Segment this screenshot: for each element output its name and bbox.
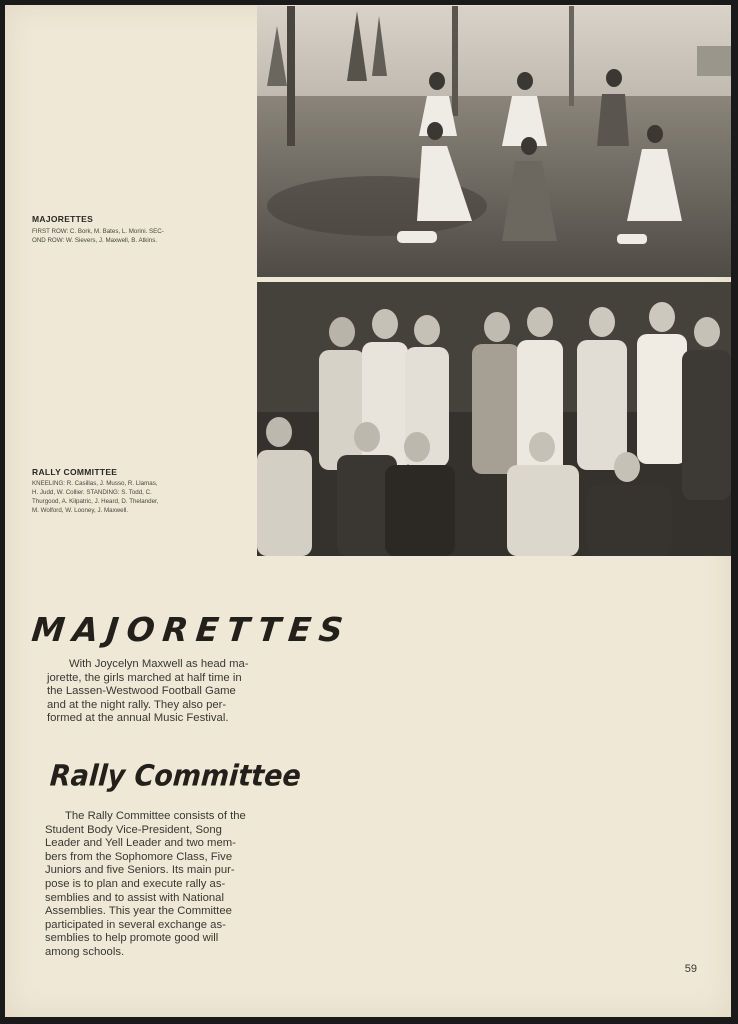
- body-line: among schools.: [45, 945, 125, 958]
- page-number: 59: [684, 963, 697, 975]
- caption-line: H. Judd, W. Collier. STANDING: S. Todd, C.: [32, 489, 152, 496]
- body-line: The Rally Committee consists of the: [65, 810, 246, 822]
- caption-line: KNEELING: R. Casillas, J. Musso, R. Llamas,: [32, 480, 158, 487]
- caption-line: M. Wolford, W. Looney, J. Maxwell.: [32, 507, 129, 514]
- rally-caption-title: RALLY COMMITTEE: [32, 467, 118, 477]
- body-line: With Joycelyn Maxwell as head ma-: [69, 658, 249, 670]
- body-line: the Lassen-Westwood Football Game: [47, 685, 236, 698]
- yearbook-page: [5, 5, 731, 1017]
- rally-committee-photo: [257, 282, 731, 556]
- body-line: semblies and to assist with National: [45, 891, 224, 904]
- majorettes-body: [47, 658, 249, 726]
- body-line: Leader and Yell Leader and two mem-: [45, 837, 236, 850]
- body-line: semblies to help promote good will: [45, 932, 219, 945]
- majorettes-heading: MAJORETTES: [29, 610, 353, 649]
- caption-line: Thurgood, A. Kilpatric, J. Heard, D. Thelander,: [32, 498, 159, 505]
- rally-committee-heading: Rally Committee: [48, 759, 303, 794]
- body-line: Assemblies. This year the Committee: [45, 905, 232, 918]
- rally-committee-body: [45, 810, 246, 960]
- rally-caption-names: [32, 479, 158, 515]
- body-line: and at the night rally. They also per-: [47, 698, 227, 711]
- caption-line: FIRST ROW: C. Bork, M. Bates, L. Morini. SEC-: [32, 228, 164, 235]
- body-line: pose is to plan and execute rally as-: [45, 877, 226, 890]
- body-line: bers from the Sophomore Class, Five: [45, 850, 233, 863]
- majorettes-photo: [257, 6, 731, 277]
- body-line: jorette, the girls marched at half time in: [47, 671, 242, 684]
- body-line: participated in several exchange as-: [45, 918, 226, 931]
- majorettes-caption-names: [32, 227, 164, 245]
- body-line: Juniors and five Seniors. Its main pur-: [45, 864, 235, 877]
- caption-line: OND ROW: W. Sievers, J. Maxwell, B. Atkins.: [32, 237, 158, 244]
- majorettes-caption-title: MAJORETTES: [32, 214, 94, 224]
- body-line: formed at the annual Music Festival.: [47, 712, 229, 725]
- body-line: Student Body Vice-President, Song: [45, 823, 222, 836]
